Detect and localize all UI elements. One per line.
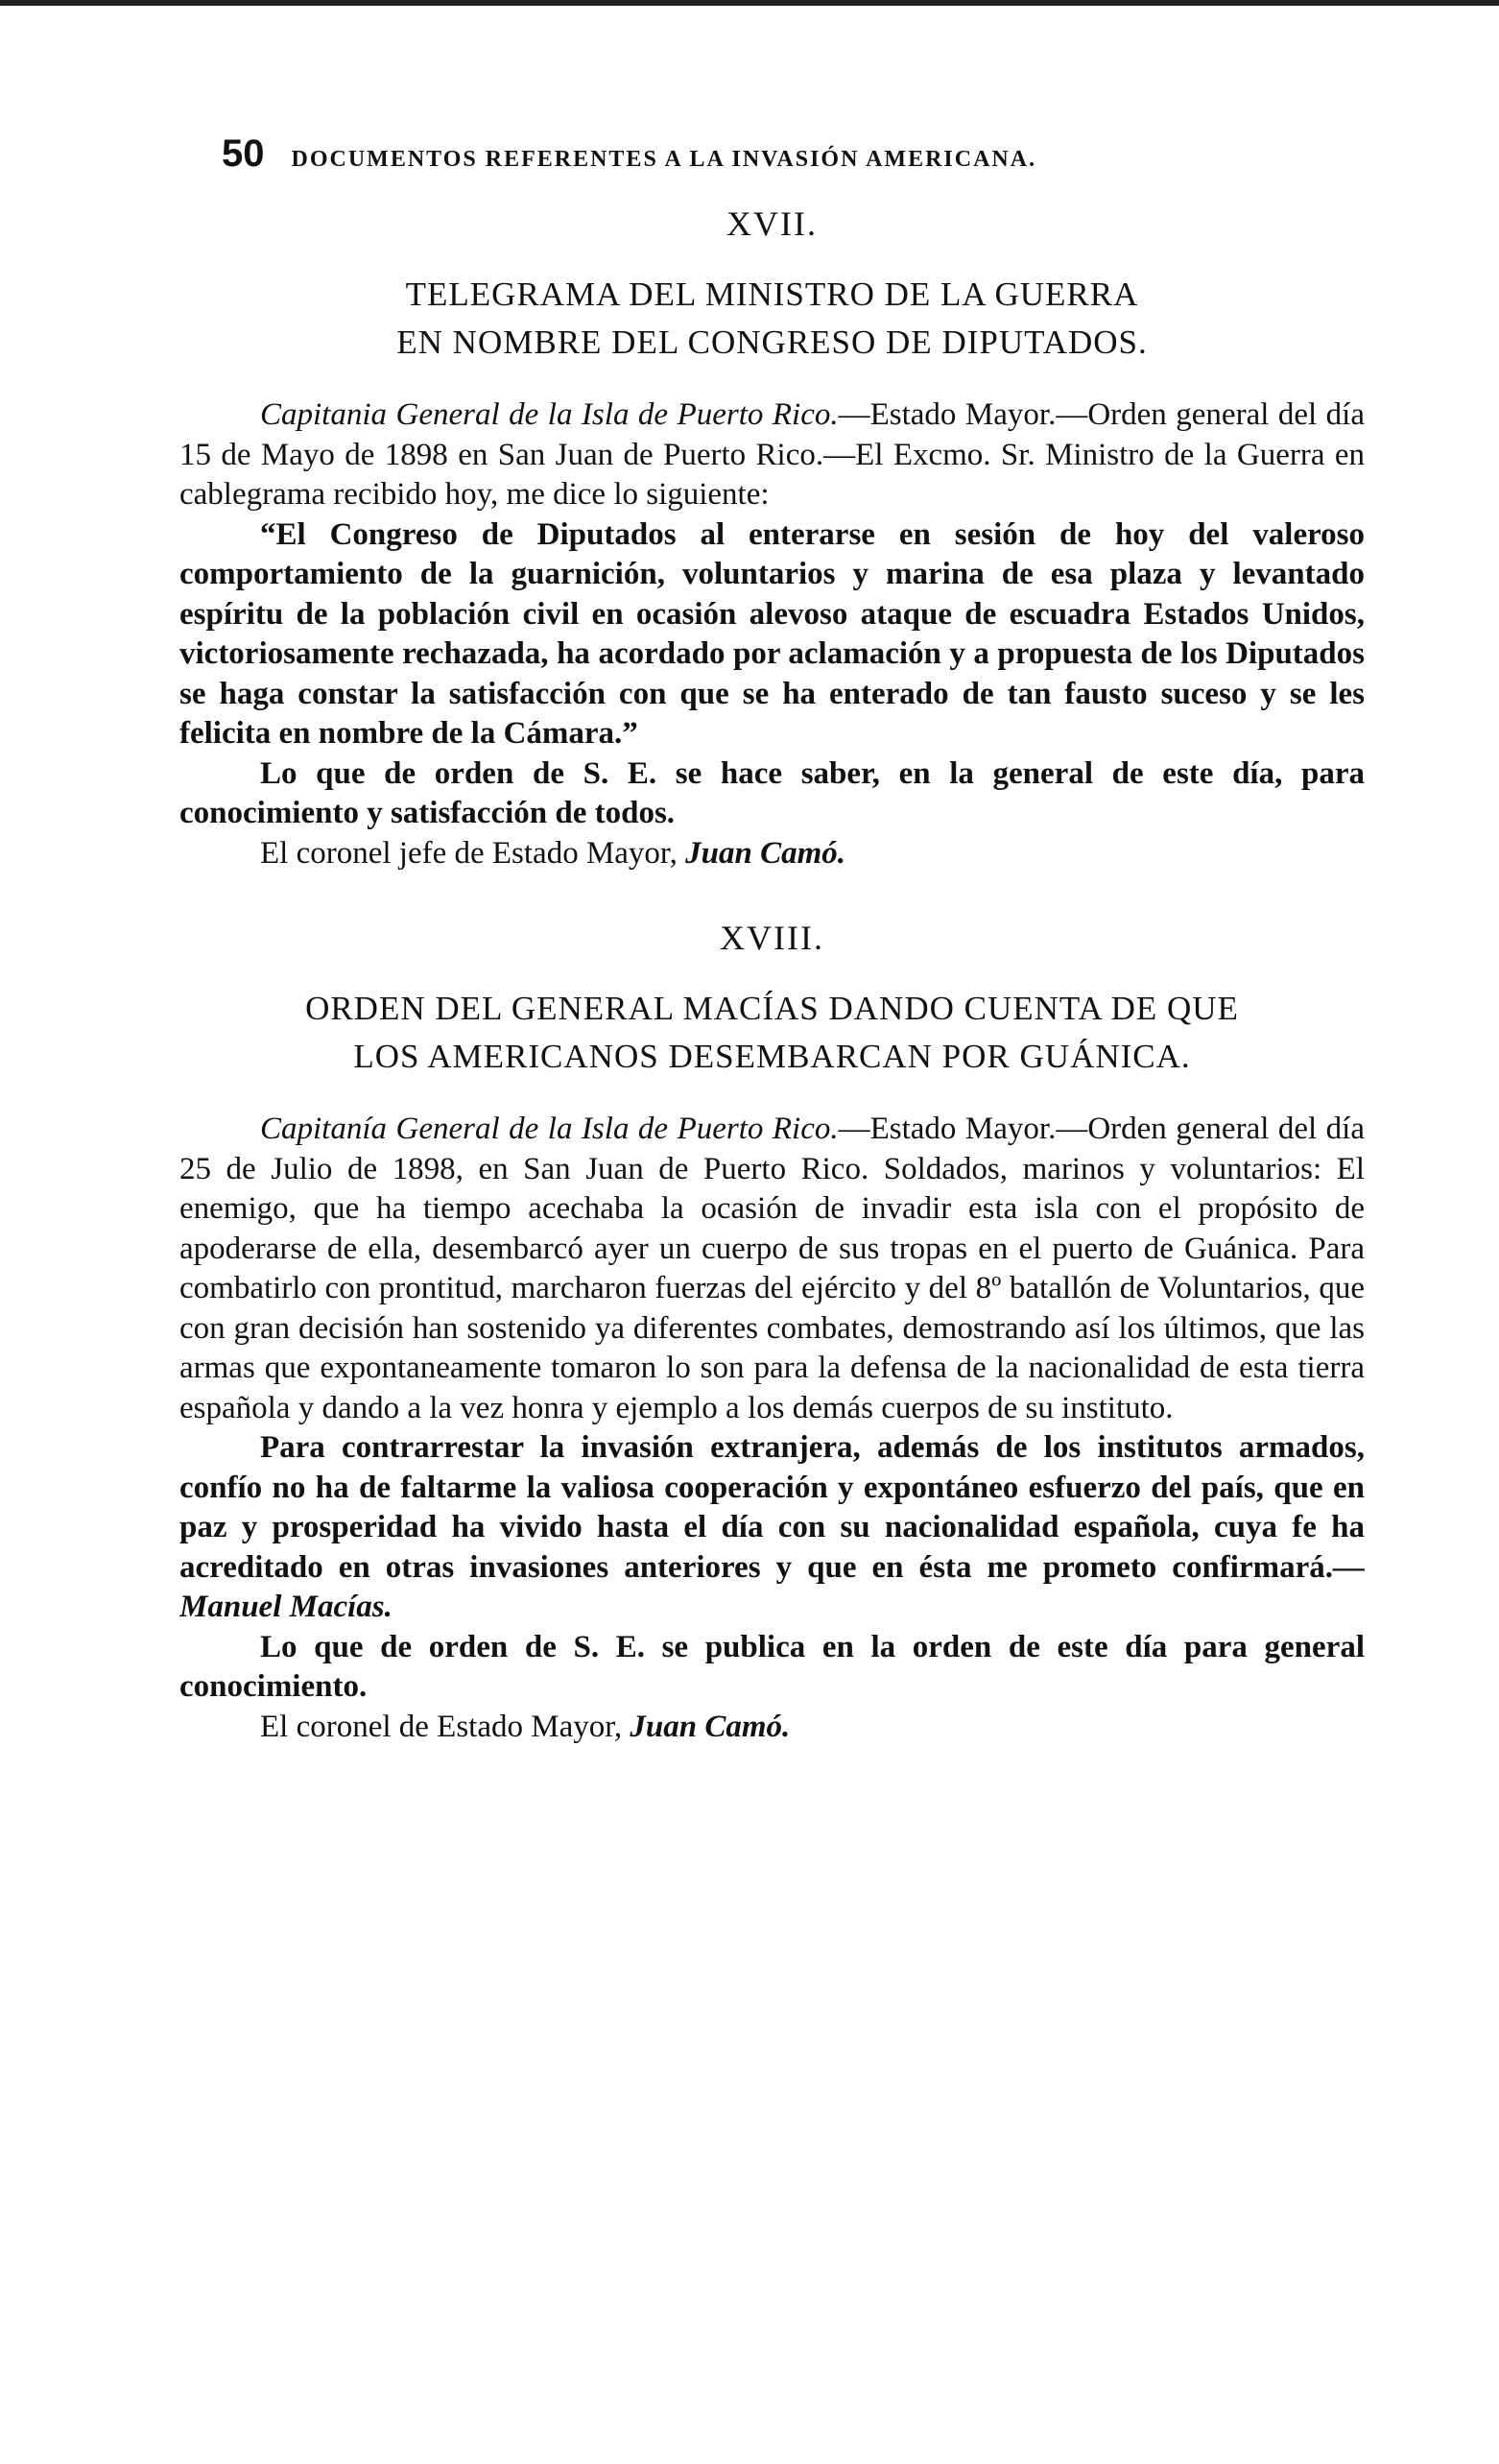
signature-line: [179, 1708, 1365, 1748]
signature-line: [179, 834, 1365, 874]
paragraph-italic-heading: Capitanía General de la Isla de Puerto Rico.: [260, 1112, 839, 1146]
running-header: [179, 132, 1365, 180]
top-rule: [0, 0, 1499, 6]
paragraph-text: Para contrarrestar la invasión extranjera, además de los institutos armados, confío no ha de faltarme la valiosa cooperación y expontáneo esfuerzo del país, que en paz y prosperidad ha vivido hasta el día con su nacionalidad española, cuya fe ha acreditado en otras invasiones anteriores y que en ésta me prometo confirmará.: [179, 1430, 1365, 1585]
paragraph: [179, 1110, 1365, 1428]
section-xviii: [179, 918, 1365, 1747]
page-number: 50: [222, 132, 265, 175]
section-title-line: ORDEN DEL GENERAL MACÍAS DANDO CUENTA DE QUE: [305, 990, 1239, 1027]
quoted-telegram: “El Congreso de Diputados al enterarse en sesión de hoy del valeroso comportamiento de la guarnición, voluntarios y marina de esa plaza y levantado espíritu de la población civil en ocasión alevoso ataque de escuadra Estados Unidos, victoriosamente rechazada, ha acordado por aclamación y a propuesta de los Diputados se haga constar la satisfacción con que se ha enterado de tan fausto suceso y se les felicita en nombre de la Cámara.”: [179, 516, 1365, 751]
section-number: XVII.: [726, 204, 818, 243]
signature-text: El coronel de Estado Mayor,: [260, 1709, 631, 1744]
paragraph: [179, 395, 1365, 515]
paragraph-text: —Estado Mayor.—Orden general del día 15 de Mayo de 1898 en San Juan de Puerto Rico.—El Excmo. Sr. Ministro de la Guerra en cablegrama recibido hoy, me dice lo siguiente:: [179, 397, 1365, 512]
running-title: DOCUMENTOS REFERENTES A LA INVASIÓN AMERICANA.: [291, 147, 1037, 172]
paragraph: Lo que de orden de S. E. se publica en la orden de este día para general conocimiento.: [179, 1629, 1365, 1704]
paragraph: Lo que de orden de S. E. se hace saber, en la general de este día, para conocimiento y satisfacción de todos.: [179, 755, 1365, 830]
section-title: [179, 985, 1365, 1081]
signature-name: —Manuel Macías.: [179, 1549, 1365, 1624]
section-title: [179, 271, 1365, 367]
document-page: [179, 132, 1365, 2417]
section-title-line: LOS AMERICANOS DESEMBARCAN POR GUÁNICA.: [353, 1038, 1191, 1075]
paragraph: [179, 1428, 1365, 1628]
paragraph-italic-heading: Capitania General de la Isla de Puerto Rico.: [260, 397, 839, 432]
signature-text: El coronel jefe de Estado Mayor,: [260, 835, 686, 871]
section-number: XVIII.: [720, 919, 824, 957]
section-gap: [179, 873, 1365, 895]
paragraph-text: —Estado Mayor.—Orden general del día 25 de Julio de 1898, en San Juan de Puerto Rico. Soldados, marinos y voluntarios: El enemigo, que ha tiempo acechaba la ocasión de invadir esta isla con el propósito de apoderarse de ella, desembarcó ayer un cuerpo de sus tropas en el puerto de Guánica. Para combatirlo con prontitud, marcharon fuerzas del ejército y del 8º batallón de Voluntarios, que con gran decisión han sostenido ya diferentes combates, demostrando así los últimos, que las armas que expontaneamente tomaron lo son para la defensa de la nacionalidad de esta tierra española y dando a la vez honra y ejemplo a los demás cuerpos de su instituto.: [179, 1112, 1365, 1425]
section-title-line: EN NOMBRE DEL CONGRESO DE DIPUTADOS.: [396, 323, 1148, 361]
section-title-line: TELEGRAMA DEL MINISTRO DE LA GUERRA: [405, 275, 1139, 313]
signature-name: Juan Camó.: [685, 835, 845, 871]
signature-name: Juan Camó.: [630, 1709, 791, 1744]
section-xvii: [179, 203, 1365, 873]
